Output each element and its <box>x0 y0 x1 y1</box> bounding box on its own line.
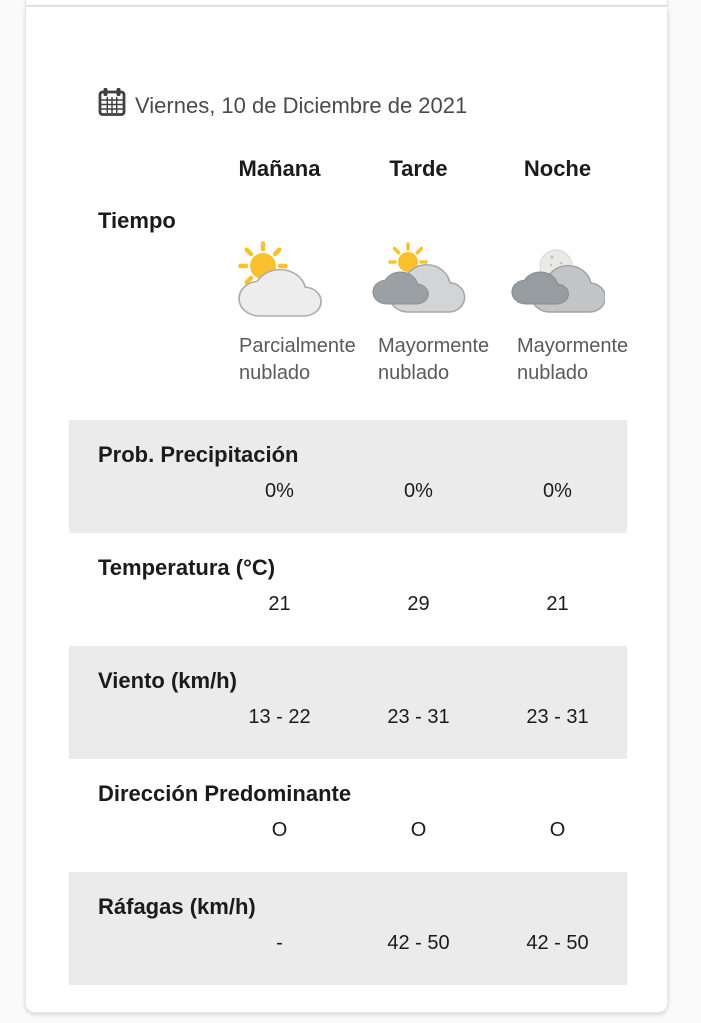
row-label: Viento (km/h) <box>98 668 237 693</box>
row-label: Dirección Predominante <box>98 781 352 806</box>
table-row-precipitation <box>69 420 627 533</box>
weather-icons-row <box>210 240 627 320</box>
row-values <box>210 703 627 731</box>
weather-captions-row <box>210 333 627 387</box>
forecast-card <box>25 7 668 1013</box>
value-cell: 0% <box>404 480 433 502</box>
row-values <box>210 477 627 505</box>
forecast-table <box>69 420 627 985</box>
value-cell: O <box>271 819 288 841</box>
table-row-temperature <box>69 533 627 646</box>
value-cell: 23 - 31 <box>526 706 589 728</box>
value-cell: 0% <box>543 480 572 502</box>
column-header-morning: Mañana <box>238 156 321 181</box>
value-cell: O <box>549 819 566 841</box>
row-label: Prob. Precipitación <box>98 442 299 467</box>
value-cell: 23 - 31 <box>387 706 450 728</box>
row-label: Ráfagas (km/h) <box>98 894 256 919</box>
value-cell: 21 <box>268 593 291 615</box>
date-text: Viernes, 10 de Diciembre de 2021 <box>135 93 468 118</box>
column-header-night: Noche <box>523 156 592 181</box>
weather-caption: Mayormente nublado <box>517 335 629 384</box>
table-row-gusts <box>69 872 627 985</box>
column-header-afternoon: Tarde <box>389 156 448 181</box>
value-cell: O <box>410 819 427 841</box>
table-row-wind <box>69 646 627 759</box>
partly-cloudy-day-icon <box>210 240 349 320</box>
date-header <box>98 87 467 125</box>
value-cell: 13 - 22 <box>248 706 311 728</box>
table-row-wind-direction <box>69 759 627 872</box>
value-cell: - <box>276 932 283 954</box>
value-cell: 42 - 50 <box>526 932 589 954</box>
weather-row-label: Tiempo <box>98 208 176 233</box>
mostly-cloudy-night-icon <box>488 240 627 320</box>
column-headers <box>210 155 627 183</box>
value-cell: 29 <box>407 593 430 615</box>
weather-caption: Parcialmente nublado <box>239 335 356 384</box>
row-values <box>210 816 627 844</box>
row-values <box>210 590 627 618</box>
previous-card-bottom-edge <box>25 0 668 6</box>
value-cell: 21 <box>546 593 569 615</box>
weather-caption: Mayormente nublado <box>378 335 490 384</box>
row-values <box>210 929 627 957</box>
value-cell: 0% <box>265 480 294 502</box>
mostly-cloudy-day-icon <box>349 240 488 320</box>
value-cell: 42 - 50 <box>387 932 450 954</box>
row-label: Temperatura (°C) <box>98 555 276 580</box>
calendar-icon <box>98 87 126 125</box>
